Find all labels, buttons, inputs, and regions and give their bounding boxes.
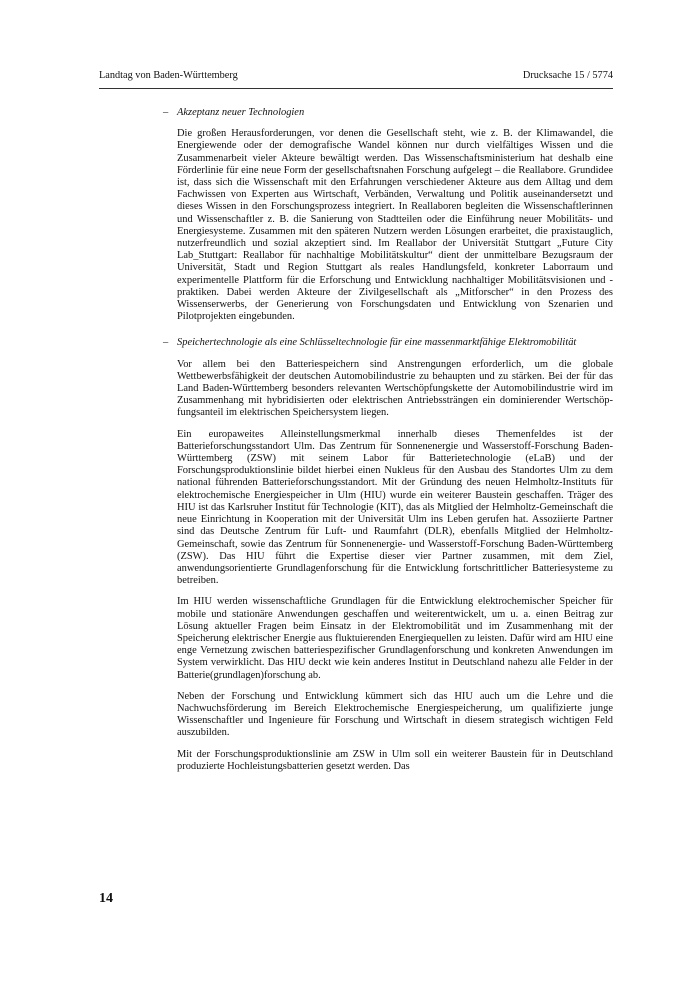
bullet-dash: –: [163, 337, 169, 349]
header-rule: [99, 88, 613, 89]
section-heading: [99, 107, 613, 119]
running-header: [99, 70, 613, 86]
section-heading-text: Speichertechnologie als eine Schlüsseltechnologie für eine massenmarktfähige Elektromobilität: [177, 337, 577, 349]
header-publisher: Landtag von Baden-Württemberg: [99, 70, 238, 81]
paragraph: Ein europaweites Alleinstellungsmerkmal innerhalb dieses Themenfeldes ist der Batterieforschungsstandort Ulm. Das Zentrum für Sonnenenergie und Wasserstoff-Forschung Baden-Württemberg (ZSW) mit seinem Labor für Batterietechnologie (eLaB) und der Forschungsproduktionslinie bildet hierbei einen Nukleus für den Ausbau des Standortes Ulm zu dem national führenden Batterieforschungsstandort. Mit der Gründung des neuen Helmholtz-Instituts für elektrochemische Energiespeicher in Ulm (HIU) wurde ein weiterer Baustein geschaffen. Träger des HIU ist das Karlsruher Institut für Technologie (KIT), das als Mitglied der Helmholtz-Gemeinschaft die neue Einrichtung in Kooperation mit der Universität Ulm ins Leben gerufen hat. Assoziierte Partner sind das Deutsche Zentrum für Luft- und Raumfahrt (DLR), ebenfalls Mitglied der Helmholtz-Gemeinschaft, sowie das Zentrum für Sonnenenergie- und Wasserstoff-Forschung Baden-Württemberg (ZSW). Das HIU führt die Expertise dieser vier Partner zusammen, mit dem Ziel, anwendungsorientierte Grundlagenforschung für die Entwicklung fortschrittlicher Batteriesysteme zu betreiben.: [177, 428, 613, 587]
paragraph: Mit der Forschungsproduktionslinie am ZSW in Ulm soll ein weiterer Baustein für in Deutschland produzierte Hochleistungsbatterien gesetzt werden. Das: [177, 748, 613, 772]
header-document-number: Drucksache 15 / 5774: [522, 70, 613, 81]
paragraph: Vor allem bei den Batteriespeichern sind Anstrengungen erforderlich, um die globale Wettbewerbsfähigkeit der deutschen Automobilindustrie zu behaupten und zu stärken. Bei der für das Land Baden-Württemberg besonders relevanten Wertschöpfungskette der Automobilindustrie wird im Zusammenhang mit hybridisierten oder elektrischen Antriebssträngen ein dominierender Wertschöpfungsanteil im elektrischen Speichersystem liegen.: [177, 358, 613, 419]
paragraph: Im HIU werden wissenschaftliche Grundlagen für die Entwicklung elektrochemischer Speicher für mobile und stationäre Anwendungen geschaffen und weiterentwickelt, um u. a. einen Beitrag zur Lösung aktueller Fragen beim Einsatz in der Elektromobilität und im Zusammenhang mit der Speicherung elektrischer Energie aus fluktuierenden Energiequellen zu leisten. Dafür wird am HIU eine enge Vernetzung zwischen batteriespezifischer Grundlagenforschung und konkreten Anwendungen im System verwirklicht. Das HIU deckt wie kein anderes Institut in Deutschland nahezu alle Felder in der Batterie(grundlagen)forschung ab.: [177, 596, 613, 681]
paragraph: Neben der Forschung und Entwicklung kümmert sich das HIU auch um die Lehre und die Nachwuchsförderung im Bereich Elektrochemische Energiespeicherung, um qualifizierte junge Wissenschaftler und Ingenieure für Forschung und Wirtschaft in diesem strategisch wichtigen Feld auszubilden.: [177, 690, 613, 739]
section-heading-text: Akzeptanz neuer Technologien: [177, 107, 305, 118]
paragraph: Die großen Herausforderungen, vor denen die Gesellschaft steht, wie z. B. der Klimawandel, die Energiewende oder der demografische Wandel können nur durch vielfältiges Wissen und die Zusammenarbeit vieler Akteure bewältigt werden. Das Wissenschaftsministerium hat deshalb eine Förderlinie für eine neue Form der gesellschaftsnahen Forschung aufgelegt – die Reallabore. Grundidee ist, dass sich die Wissenschaft mit den Erfahrungen verschiedener Akteure aus dem Alltag und dem Fachwissen von Experten aus Wirtschaft, Verbänden, Verwaltung und Politik auseinandersetzt und dieses Wissen in den Forschungsprozess integriert. In Reallaboren begleiten die Wissenschaftlerinnen und Wissenschaftler z. B. die Sanierung von Stadtteilen oder die Einführung neuer Mobilitäts- und Energiesysteme. Zusammen mit den späteren Nutzern werden Lösungen erarbeitet, die praxistauglich, nutzerfreundlich und sozial akzeptiert sind. Im Reallabor der Universität Stuttgart „Future City Lab_Stuttgart: Reallabor für nachhaltige Mobilitätskultur“ dient der unmittelbare Bezugsraum der Universität, Stadt und Region Stuttgart als reales Handlungsfeld, konkreter Laborraum und experimentelle Plattform für die Erforschung und Entwicklung nachhaltiger Mobilitätsvisionen und -praktiken. Dabei werden Akteure der Zivilgesellschaft als „Mitforscher“ in den Prozess des Wissenserwerbs, der Generierung von Forschungsdaten und Entwicklung von Szenarien und Pilotprojekten eingebunden.: [177, 128, 613, 323]
section-heading: [99, 337, 613, 349]
bullet-dash: –: [163, 107, 169, 118]
page-number: 14: [99, 891, 113, 906]
page-body: [99, 107, 613, 782]
